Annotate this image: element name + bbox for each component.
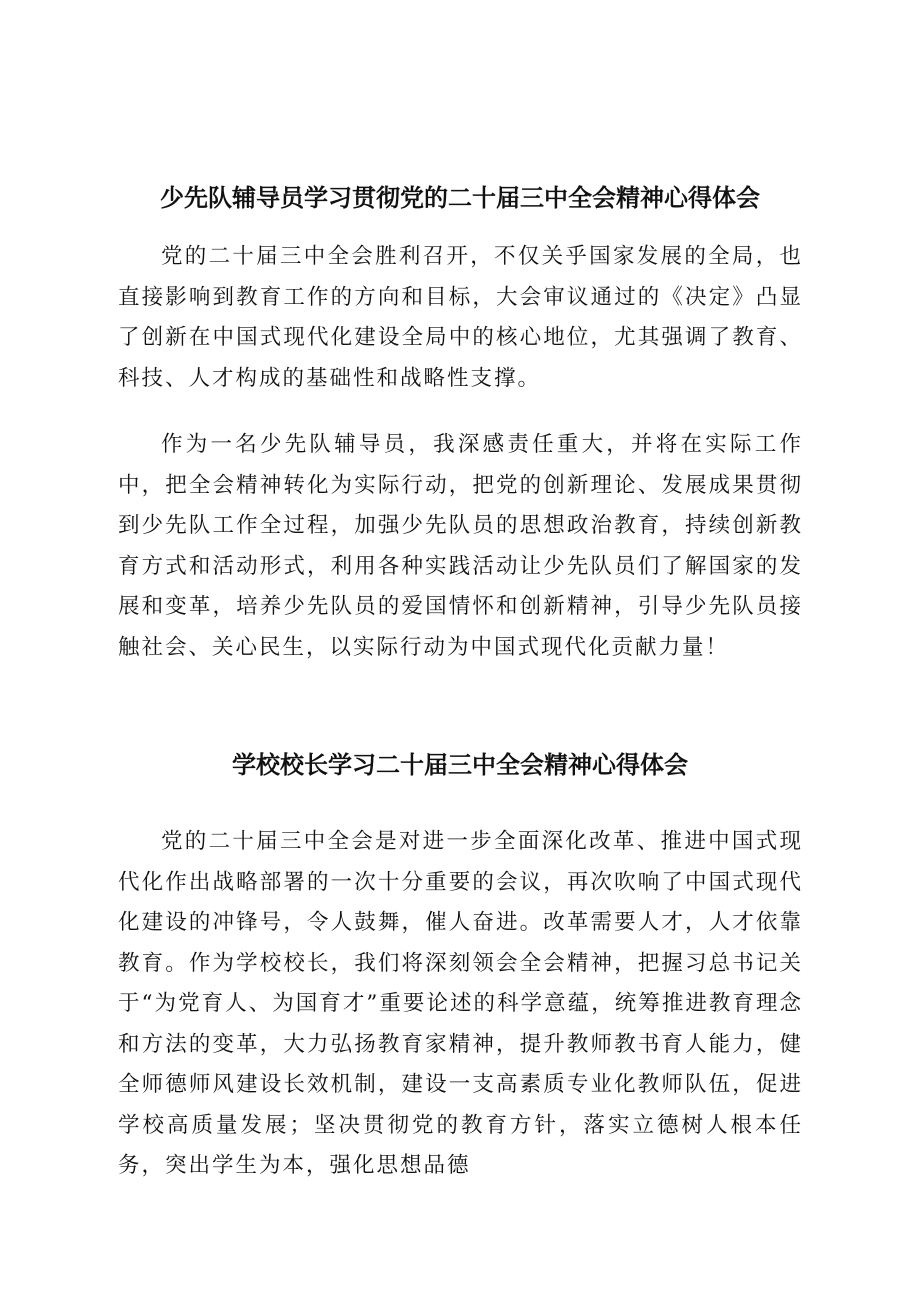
- section-1-title: 少先队辅导员学习贯彻党的二十届三中全会精神心得体会: [160, 184, 760, 213]
- section-1-paragraph-2: 作为一名少先队辅导员，我深感责任重大，并将在实际工作中，把全会精神转化为实际行动，把党的创新理论、发展成果贯彻到少先队工作全过程，加强少先队员的思想政治教育，持续创新教育方式和活动形式，利用各种实践活动让少先队员们了解国家的发展和变革，培养少先队员的爱国情怀和创新精神，引导少先队员接触社会、关心民生，以实际行动为中国式现代化贡献力量！: [118, 432, 803, 660]
- section-2-paragraph-1: 党的二十届三中全会是对进一步全面深化改革、推进中国式现代化作出战略部署的一次十分重要的会议，再次吹响了中国式现代化建设的冲锋号，令人鼓舞，催人奋进。改革需要人才，人才依靠教育。作为学校校长，我们将深刻领会全会精神，把握习总书记关于“为党育人、为国育才”重要论述的科学意蕴，统筹推进教育理念和方法的变革，大力弘扬教育家精神，提升教师教书育人能力，健全师德师风建设长效机制，建设一支高素质专业化教师队伍，促进学校高质量发展；坚决贯彻党的教育方针，落实立德树人根本任务，突出学生为本，强化思想品德: [118, 829, 803, 1178]
- section-2-title: 学校校长学习二十届三中全会精神心得体会: [232, 751, 688, 780]
- section-1-paragraph-1: 党的二十届三中全会胜利召开，不仅关乎国家发展的全局，也直接影响到教育工作的方向和目标，大会审议通过的《决定》凸显了创新在中国式现代化建设全局中的核心地位，尤其强调了教育、科技、人才构成的基础性和战略性支撑。: [118, 244, 803, 391]
